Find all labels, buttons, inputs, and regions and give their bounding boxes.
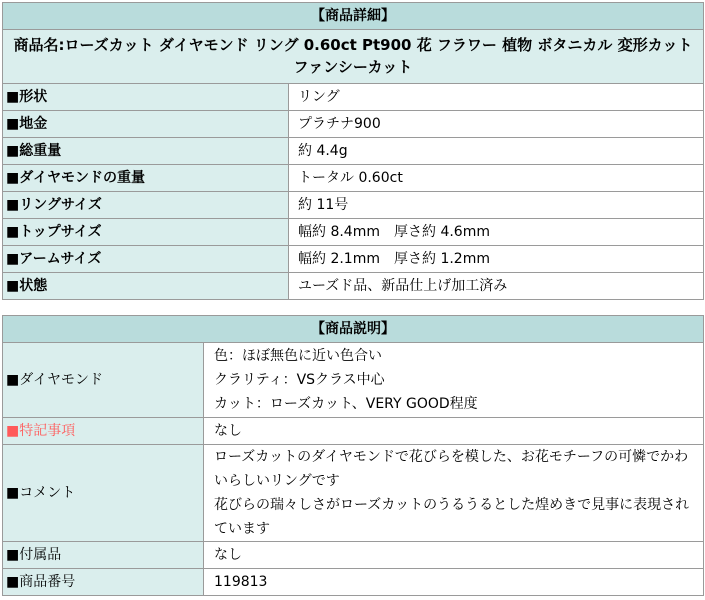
item-number-label: ■商品番号	[3, 569, 204, 596]
table-row	[3, 165, 704, 192]
diamond-color-line: 色：ほぼ無色に近い色合い	[214, 348, 382, 364]
row-value-diamond-weight: トータル 0.60ct	[289, 165, 704, 192]
diamond-clarity-line: クラリティ：VSクラス中心	[214, 372, 385, 388]
description-header: 【商品説明】	[3, 316, 704, 343]
row-label-top-size: ■トップサイズ	[3, 219, 289, 246]
table-row	[3, 569, 704, 596]
comment-line: いらしいリングです	[214, 473, 340, 489]
product-description-table	[2, 315, 704, 596]
details-header-row	[3, 3, 704, 30]
comment-label: ■コメント	[3, 445, 204, 542]
notes-value: なし	[204, 418, 704, 445]
table-row	[3, 273, 704, 300]
accessories-value: なし	[204, 542, 704, 569]
row-label-total-weight: ■総重量	[3, 138, 289, 165]
comment-line: ローズカットのダイヤモンドで花びらを模した、お花モチーフの可憐でかわ	[214, 449, 689, 465]
table-row	[3, 138, 704, 165]
accessories-label: ■付属品	[3, 542, 204, 569]
row-label-diamond-weight: ■ダイヤモンドの重量	[3, 165, 289, 192]
row-value-top-size: 幅約 8.4mm 厚さ約 4.6mm	[289, 219, 704, 246]
table-row	[3, 542, 704, 569]
item-number-value: 119813	[204, 569, 704, 596]
diamond-cut-line: カット：ローズカット、VERY GOOD程度	[214, 396, 478, 412]
diamond-value	[204, 343, 704, 418]
row-label-shape: ■形状	[3, 84, 289, 111]
row-label-condition: ■状態	[3, 273, 289, 300]
table-row	[3, 219, 704, 246]
diamond-label: ■ダイヤモンド	[3, 343, 204, 418]
table-row	[3, 192, 704, 219]
row-value-arm-size: 幅約 2.1mm 厚さ約 1.2mm	[289, 246, 704, 273]
description-header-row	[3, 316, 704, 343]
row-value-ring-size: 約 11号	[289, 192, 704, 219]
table-row	[3, 246, 704, 273]
comment-line: ています	[214, 521, 270, 537]
row-value-total-weight: 約 4.4g	[289, 138, 704, 165]
row-value-metal: プラチナ900	[289, 111, 704, 138]
table-row	[3, 418, 704, 445]
details-header: 【商品詳細】	[3, 3, 704, 30]
notes-label: ■特記事項	[3, 418, 204, 445]
product-title: 商品名:ローズカット ダイヤモンド リング 0.60ct Pt900 花 フラワー 植物 ボタニカル 変形カット ファンシーカット	[3, 30, 704, 84]
table-row	[3, 445, 704, 542]
comment-value	[204, 445, 704, 542]
row-label-ring-size: ■リングサイズ	[3, 192, 289, 219]
row-label-arm-size: ■アームサイズ	[3, 246, 289, 273]
table-row	[3, 343, 704, 418]
table-row	[3, 111, 704, 138]
details-title-row	[3, 30, 704, 84]
table-row	[3, 84, 704, 111]
row-value-condition: ユーズド品、新品仕上げ加工済み	[289, 273, 704, 300]
product-details-table	[2, 2, 704, 300]
row-label-metal: ■地金	[3, 111, 289, 138]
comment-line: 花びらの瑞々しさがローズカットのうるうるとした煌めきで見事に表現され	[214, 497, 690, 513]
row-value-shape: リング	[289, 84, 704, 111]
